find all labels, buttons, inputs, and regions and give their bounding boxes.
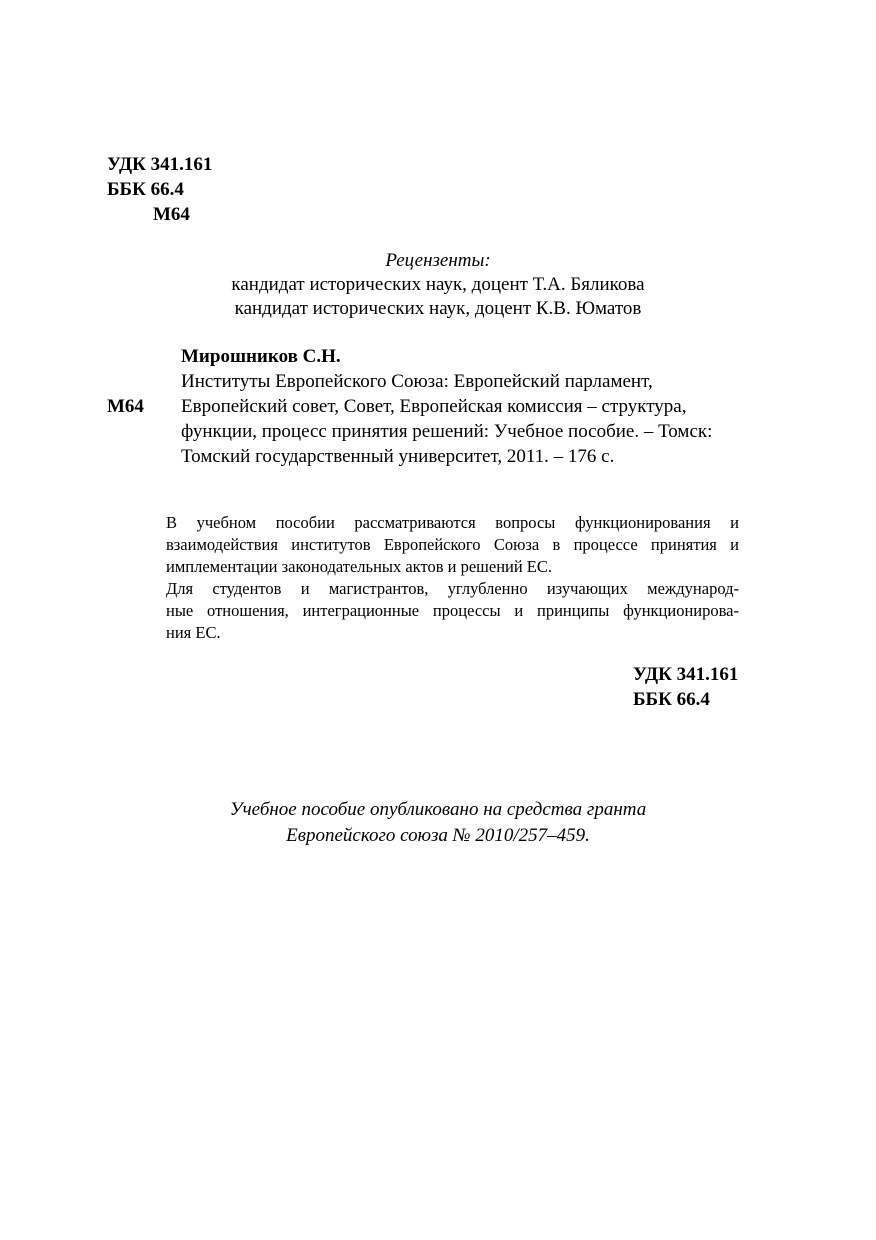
bibliographic-entry xyxy=(181,345,712,470)
grant-note xyxy=(0,798,876,850)
entry-line: функции, процесс принятия решений: Учебное пособие. – Томск: xyxy=(181,421,713,442)
grant-note-line-1: Учебное пособие опубликовано на средства гранта xyxy=(229,799,647,820)
author-mark: М64 xyxy=(153,204,190,225)
bbk-code: ББК 66.4 xyxy=(107,179,184,200)
classification-codes-header xyxy=(107,153,212,228)
udk-code: УДК 341.161 xyxy=(107,154,213,175)
abstract-paragraph-2 xyxy=(137,578,739,644)
entry-line: Институты Европейского Союза: Европейский парламент, xyxy=(181,371,653,392)
reviewer-2: кандидат исторических наук, доцент К.В. Юматов xyxy=(234,298,642,319)
abstract-line: взаимодействия институтов Европейского Союза в процессе принятия и xyxy=(166,535,739,554)
abstract-line: ные отношения, интеграционные процессы и принципы функционирова- xyxy=(166,601,739,620)
entry-line: Европейский совет, Совет, Европейская комиссия – структура, xyxy=(181,396,687,417)
reviewer-1: кандидат исторических наук, доцент Т.А. Бяликова xyxy=(231,274,645,295)
entry-line: Томский государственный университет, 2011. – 176 с. xyxy=(181,446,615,467)
entry-author-mark: М64 xyxy=(107,396,144,417)
reviewers-block xyxy=(0,249,876,321)
abstract-line: имплементации законодательных актов и решений ЕС. xyxy=(166,557,553,576)
author-name: Мирошников С.Н. xyxy=(181,346,341,367)
bbk-code: ББК 66.4 xyxy=(633,689,710,710)
udk-code: УДК 341.161 xyxy=(633,664,739,685)
reviewers-label: Рецензенты: xyxy=(385,250,491,271)
grant-note-line-2: Европейского союза № 2010/257–459. xyxy=(286,825,590,846)
abstract-line: Для студентов и магистрантов, углубленно изучающих международ- xyxy=(166,579,739,598)
abstract-line: В учебном пособии рассматриваются вопросы функционирования и xyxy=(166,513,739,532)
abstract-paragraph-1 xyxy=(137,512,739,578)
abstract xyxy=(137,512,739,644)
abstract-line: ния ЕС. xyxy=(166,623,221,642)
classification-codes-footer xyxy=(633,663,738,713)
